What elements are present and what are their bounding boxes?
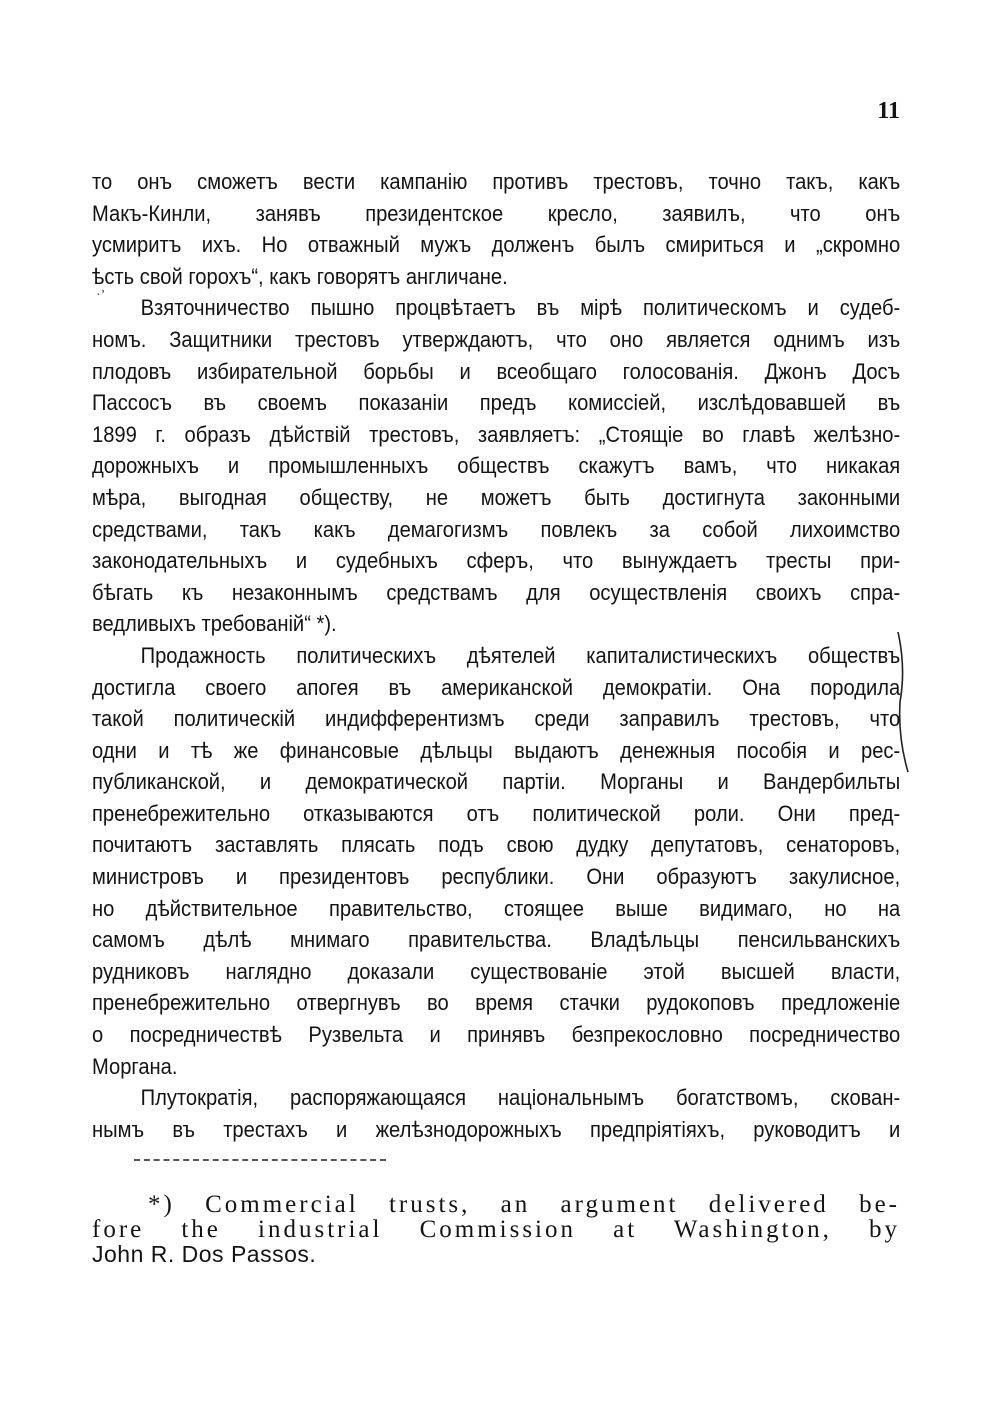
text-line: о посредничествѣ Рузвельта и принявъ безпрекословно посредничество <box>92 1022 901 1048</box>
paragraph-1 <box>92 166 900 292</box>
text-line: бѣгать къ незаконнымъ средствамъ для осуществленія своихъ спра- <box>92 579 901 605</box>
footnote-line: John R. Dos Passos. <box>92 1241 317 1267</box>
text-line: Пассосъ въ своемъ показаніи предъ комиссіей, изслѣдовавшей въ <box>92 390 901 416</box>
text-line: плодовъ избирательной борьбы и всеобщаго голосованія. Джонъ Досъ <box>92 358 901 384</box>
text-line: почитаютъ заставлять плясать подъ свою дудку депутатовъ, сенаторовъ, <box>92 832 901 858</box>
text-line: ведливыхъ требованій“ *). <box>92 611 337 637</box>
text-line: публиканской, и демократической партіи. Морганы и Вандербильты <box>92 769 901 795</box>
margin-mark: ·ʼ <box>96 288 106 303</box>
text-line: одни и тѣ же финансовые дѣльцы выдаютъ денежныя пособія и рес- <box>92 737 901 763</box>
text-line: мѣра, выгодная обществу, не можетъ быть достигнута законными <box>92 484 901 510</box>
footnote-line: *) Commercial trusts, an argument delivered be- <box>148 1191 900 1218</box>
text-line: рудниковъ наглядно доказали существованіе этой высшей власти, <box>92 958 901 984</box>
text-line: но дѣйствительное правительство, стоящее выше видимаго, но на <box>92 895 901 921</box>
text-line: то онъ сможетъ вести кампанію противъ трестовъ, точно такъ, какъ <box>92 169 901 194</box>
footnote-divider <box>134 1159 386 1161</box>
text-line: достигла своего апогея въ американской демократіи. Она породила <box>92 674 901 700</box>
text-line: Взяточничество пышно процвѣтаетъ въ мірѣ политическомъ и судеб- <box>140 295 901 321</box>
text-line: Моргана. <box>92 1053 178 1079</box>
text-line: средствами, такъ какъ демагогизмъ повлекъ за собой лихоимство <box>92 516 901 542</box>
text-line: нымъ въ трестахъ и желѣзнодорожныхъ предпріятіяхъ, руководитъ и <box>92 1116 901 1142</box>
text-line: дорожныхъ и промышленныхъ обществъ скажутъ вамъ, что никакая <box>92 453 901 479</box>
text-line: ѣсть свой горохъ“, какъ говорятъ англичане. <box>92 263 508 289</box>
text-line: 1899 г. образъ дѣйствій трестовъ, заявляетъ: „Стоящіе во главѣ желѣзно- <box>92 421 901 447</box>
text-line: законодательныхъ и судебныхъ сферъ, что вынуждаетъ тресты при- <box>92 548 901 574</box>
page-number: 11 <box>877 98 900 124</box>
paragraph-3 <box>92 640 900 1082</box>
text-line: министровъ и президентовъ республики. Они образуютъ закулисное, <box>92 864 901 890</box>
text-line: Макъ-Кинли, занявъ президентское кресло, заявилъ, что онъ <box>92 200 901 226</box>
text-line: Плутократія, распоряжающаяся національнымъ богатствомъ, скован- <box>140 1085 901 1111</box>
footnote-line: fore the industrial Commission at Washington, by <box>92 1216 900 1243</box>
text-line: усмиритъ ихъ. Но отважный мужъ долженъ былъ смириться и „скромно <box>92 232 901 258</box>
paragraph-4 <box>92 1082 900 1145</box>
body-text <box>92 166 900 1145</box>
margin-bracket-mark <box>896 628 910 776</box>
text-line: самомъ дѣлѣ мнимаго правительства. Владѣльцы пенсильванскихъ <box>92 927 901 953</box>
text-line: Продажность политическихъ дѣятелей капиталистическихъ обществъ <box>140 642 901 668</box>
text-line: номъ. Защитники трестовъ утверждаютъ, что оно является однимъ изъ <box>92 326 901 352</box>
text-line: пренебрежительно отказываются отъ политической роли. Они пред- <box>92 800 901 826</box>
text-line: пренебрежительно отвергнувъ во время стачки рудокоповъ предложеніе <box>92 990 901 1016</box>
footnote <box>92 1192 900 1267</box>
paragraph-2 <box>92 292 900 640</box>
text-line: такой политическій индифферентизмъ среди заправилъ трестовъ, что <box>92 706 901 732</box>
